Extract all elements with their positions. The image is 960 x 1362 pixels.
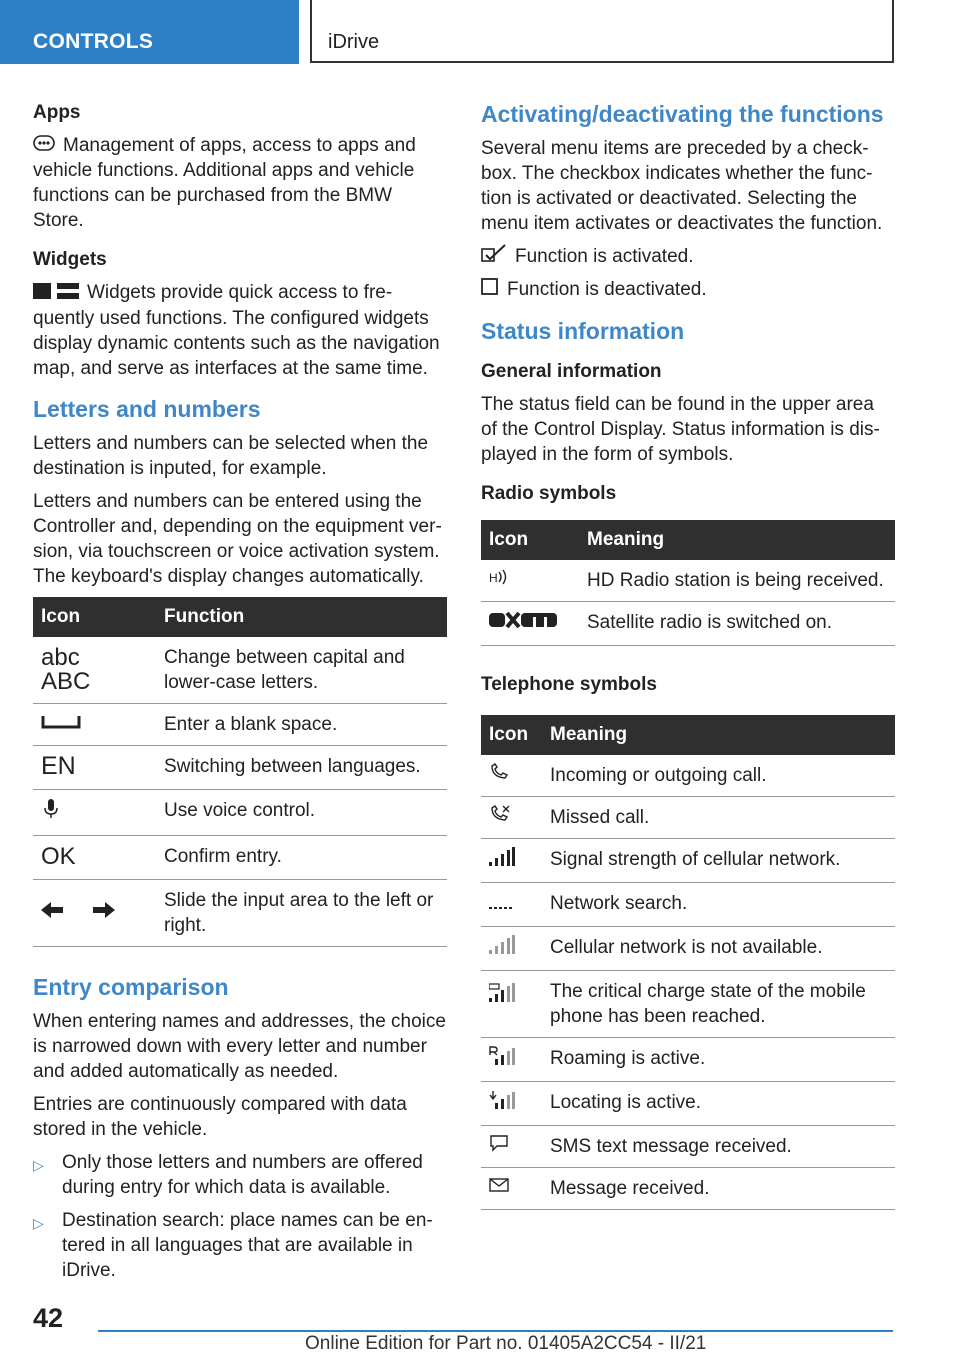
bullet-text: Destination search: place names can be entered in all languages that are available in iDrive.: [62, 1209, 433, 1281]
abc-upper-label: ABC: [41, 667, 91, 695]
apps-paragraph: [33, 133, 447, 233]
table-header-function: Function: [156, 597, 447, 637]
widgets-heading: Widgets: [33, 249, 107, 271]
apps-text: Management of apps, access to apps and vehicle functions. Additional apps and vehicle functions can be purchased from the BMW Store.: [33, 135, 416, 232]
checkbox-checked-icon: [481, 244, 507, 269]
row-text: Cellular network is not available.: [542, 926, 895, 970]
table-row: [481, 1037, 895, 1081]
phone-call-icon: [481, 755, 542, 797]
activated-text: Function is activated.: [515, 246, 694, 267]
general-paragraph: The status field can be found in the upper area of the Control Display. Status information is displayed in the form of symbols.: [481, 393, 880, 465]
sms-icon: [481, 1125, 542, 1167]
row-text: Missed call.: [542, 796, 895, 838]
table-header-icon: Icon: [481, 715, 542, 755]
signal-strength-icon: [481, 838, 542, 882]
table-header-icon: Icon: [33, 597, 156, 637]
table-row: [481, 560, 895, 602]
ok-icon: [33, 835, 156, 879]
phone-table: [481, 715, 895, 1210]
footer-edition: Online Edition for Part no. 01405A2CC54 - II/21: [305, 1333, 707, 1354]
deactivated-text: Function is deactivated.: [507, 279, 707, 301]
right-column: [481, 100, 895, 1210]
triangle-bullet-icon: ▷: [33, 1214, 44, 1231]
row-text: Change between capital and lower-case letters.: [156, 637, 447, 704]
table-row: [33, 835, 447, 879]
table-row: [481, 838, 895, 882]
table-row: [481, 601, 895, 645]
table-row: [33, 703, 447, 745]
entry-paragraph-1: When entering names and addresses, the choice is narrowed down with every letter and number and added automatically as needed.: [33, 1010, 446, 1082]
radio-heading: Radio symbols: [481, 482, 617, 504]
table-header-meaning: Meaning: [579, 520, 895, 560]
row-text: Message received.: [542, 1167, 895, 1209]
radio-table: [481, 520, 895, 646]
left-column: [33, 100, 447, 1291]
activating-heading: Activating/deactivating the functions: [481, 101, 884, 127]
phone-heading: Telephone symbols: [481, 673, 657, 695]
row-text: Incoming or outgoing call.: [542, 755, 895, 797]
header-section-tab: [0, 0, 299, 64]
row-text: Locating is active.: [542, 1081, 895, 1125]
ok-icon-label: OK: [41, 842, 76, 870]
bullet-text: Only those letters and numbers are offered during entry for which data is available.: [62, 1151, 423, 1198]
abc-lower-label: abc: [41, 643, 80, 671]
table-row: [481, 755, 895, 797]
table-row: [481, 1081, 895, 1125]
entry-heading: Entry comparison: [33, 973, 229, 1000]
entry-paragraph-2: Entries are continuously compared with data stored in the vehicle.: [33, 1093, 407, 1140]
row-text: Signal strength of cellular network.: [542, 838, 895, 882]
row-text: Use voice control.: [156, 789, 447, 835]
table-row: [481, 1167, 895, 1209]
language-icon: [33, 745, 156, 789]
letters-table: [33, 597, 447, 947]
triangle-bullet-icon: ▷: [33, 1156, 44, 1173]
row-text: Satellite radio is switched on.: [579, 601, 895, 645]
row-text: Roaming is active.: [542, 1037, 895, 1081]
arrows-left-right-icon: [33, 879, 156, 946]
network-search-icon: [481, 882, 542, 926]
message-icon: [481, 1167, 542, 1209]
svg-text:H: H: [489, 570, 498, 585]
apps-icon: [33, 133, 55, 158]
table-row: [481, 882, 895, 926]
activating-paragraph: Several menu items are preceded by a checkbox. The checkbox indicates whether the function is activated or deactivated. Selecting the menu item activates or deactivates the function.: [481, 138, 883, 234]
space-icon: [33, 703, 156, 745]
list-item: [33, 1150, 447, 1200]
widgets-paragraph: [33, 280, 447, 380]
status-heading: Status information: [481, 317, 685, 344]
row-text: HD Radio station is being received.: [579, 560, 895, 602]
table-header-meaning: Meaning: [542, 715, 895, 755]
row-text: The critical charge state of the mobile phone has been reached.: [542, 970, 895, 1037]
letters-heading: Letters and numbers: [33, 395, 261, 422]
hd-radio-icon: [481, 560, 579, 602]
table-row: [33, 745, 447, 789]
general-heading: General information: [481, 360, 662, 382]
footer-divider: [98, 1330, 893, 1332]
row-text: Network search.: [542, 882, 895, 926]
letters-paragraph-1: Letters and numbers can be selected when the destination is inputed, for example.: [33, 432, 429, 479]
header-section-label: CONTROLS: [33, 30, 154, 53]
table-row: [33, 637, 447, 704]
row-text: Switching between languages.: [156, 745, 447, 789]
widgets-icon: [33, 281, 79, 306]
widgets-text: Widgets provide quick access to frequently used functions. The configured widgets display dynamic contents such as the navigation map, and serve as interfaces at the same time.: [33, 282, 440, 379]
entry-bullets: [33, 1150, 447, 1283]
list-item: [33, 1208, 447, 1283]
table-row: [481, 796, 895, 838]
letters-paragraph-2: Letters and numbers can be entered using the Controller and, depending on the equipment version, via touchscreen or voice activation system. The keyboard's display changes automatically.: [33, 490, 442, 587]
header-topic-label: iDrive: [328, 31, 380, 53]
activated-line: [481, 244, 895, 269]
deactivated-line: [481, 277, 895, 302]
sxm-icon: [481, 601, 579, 645]
microphone-icon: [33, 789, 156, 835]
row-text: SMS text message received.: [542, 1125, 895, 1167]
table-row: [481, 970, 895, 1037]
row-text: Enter a blank space.: [156, 703, 447, 745]
table-row: [33, 789, 447, 835]
table-header-icon: Icon: [481, 520, 579, 560]
checkbox-empty-icon: [481, 278, 499, 303]
missed-call-icon: [481, 796, 542, 838]
row-text: Confirm entry.: [156, 835, 447, 879]
language-icon-label: EN: [41, 751, 76, 780]
table-row: [33, 879, 447, 946]
locating-icon: [481, 1081, 542, 1125]
no-network-icon: [481, 926, 542, 970]
table-row: [481, 1125, 895, 1167]
header-topic-box: [310, 0, 894, 63]
critical-charge-icon: [481, 970, 542, 1037]
roaming-icon: [481, 1037, 542, 1081]
table-row: [481, 926, 895, 970]
page-number: 42: [33, 1303, 64, 1333]
abc-abc-icon: [33, 637, 156, 704]
row-text: Slide the input area to the left or right.: [156, 879, 447, 946]
apps-heading: Apps: [33, 102, 81, 123]
